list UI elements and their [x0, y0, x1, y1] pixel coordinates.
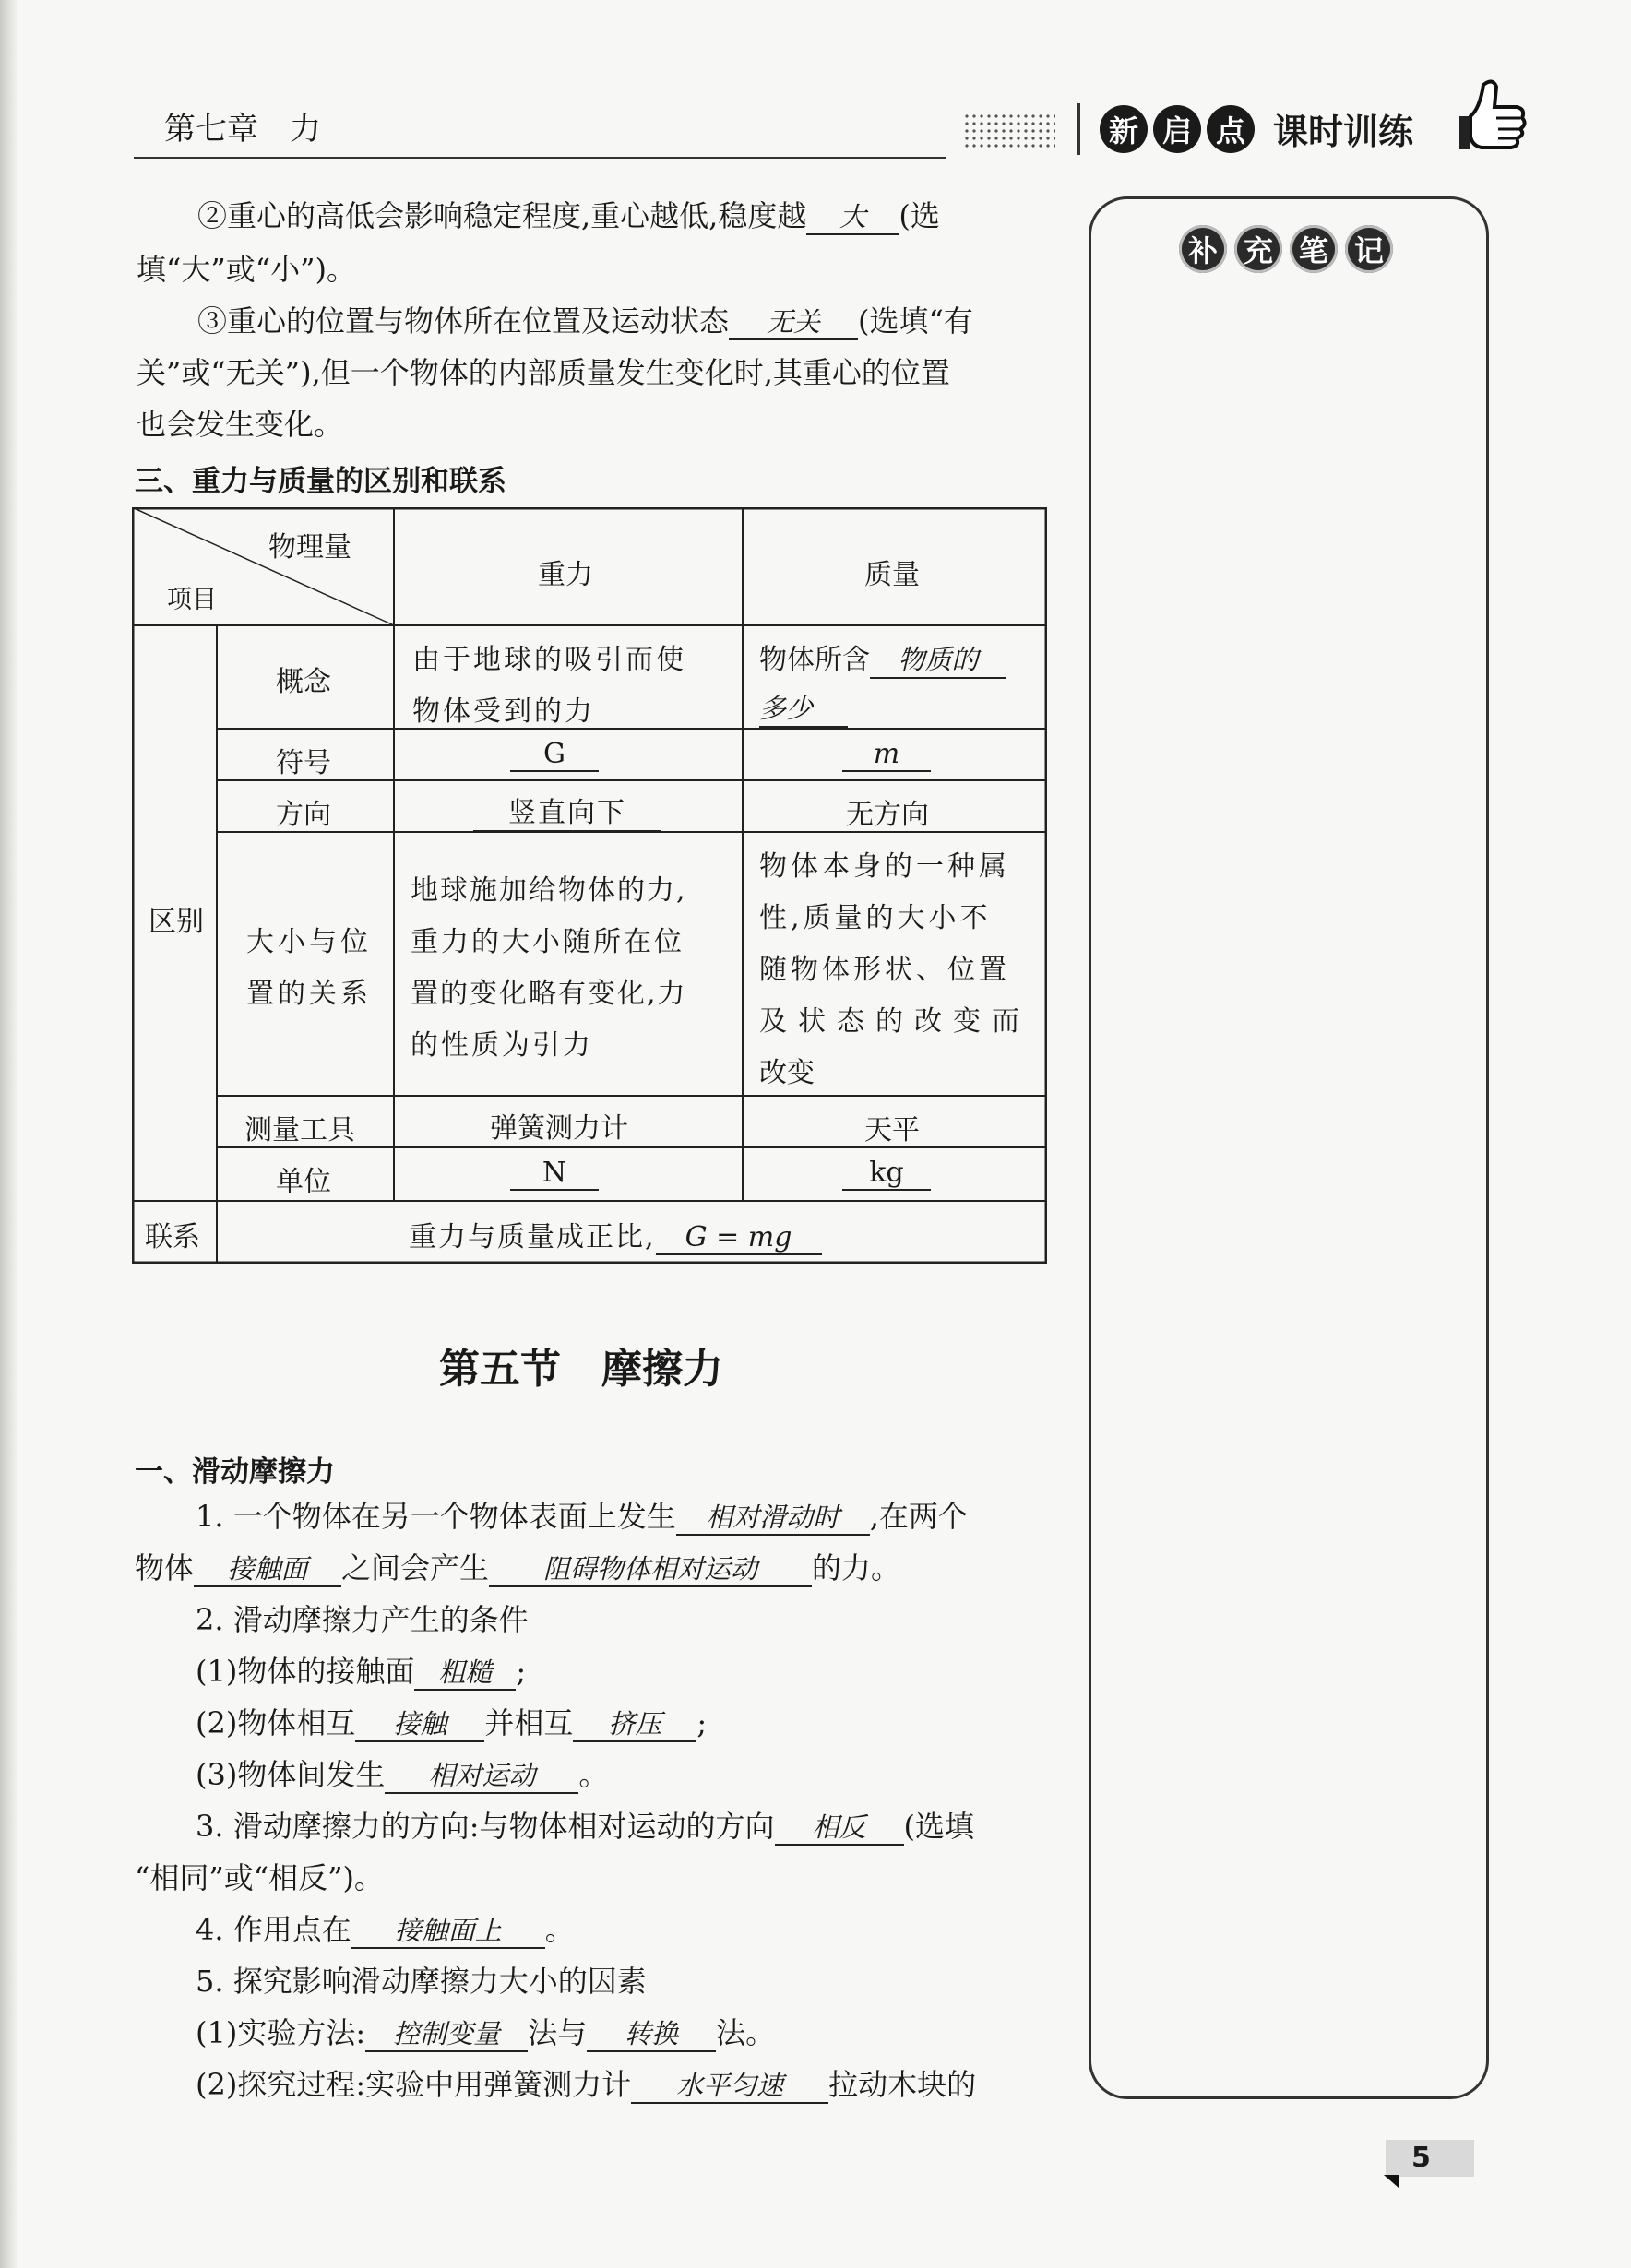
concept-gravity-line2: 物体受到的力 — [412, 695, 595, 728]
answer-blank: 阻碍物体相对运动 — [489, 1552, 812, 1587]
header-divider — [1077, 103, 1080, 155]
answer-blank: 相反 — [775, 1811, 904, 1846]
row-label-unit: 单位 — [276, 1166, 331, 1198]
notes-title-char-2: 充 — [1234, 225, 1282, 273]
gravity-mass-table — [132, 507, 1047, 1264]
section-heading-3: 三、重力与质量的区别和联系 — [135, 465, 506, 498]
size-mass-line2: 性,质量的大小不 — [759, 902, 992, 934]
question-5: 5. 探究影响滑动摩擦力大小的因素 — [196, 1964, 647, 1999]
group-label-connection: 联系 — [145, 1221, 200, 1253]
paragraph-center-line3: 也会发生变化。 — [137, 407, 344, 442]
notes-panel-title — [1179, 225, 1393, 273]
header-dot-pattern — [963, 113, 1055, 149]
size-mass-line5: 改变 — [759, 1057, 815, 1089]
question-5-1: (1)实验方法: 控制变量 法与 转换 法。 — [196, 2015, 776, 2050]
paragraph-stability: ②重心的高低会影响稳定程度,重心越低,稳度越 大 (选 — [197, 198, 940, 233]
corner-header-item: 项目 — [167, 586, 217, 614]
answer-blank: 大 — [806, 200, 899, 235]
concept-mass-line2 — [759, 688, 848, 728]
row-label-tool: 测量工具 — [244, 1114, 355, 1146]
answer-blank: 控制变量 — [365, 2017, 528, 2052]
symbol-gravity: G — [510, 738, 599, 772]
section-title-friction: 第五节 摩擦力 — [439, 1346, 723, 1393]
row-label-direction: 方向 — [276, 799, 331, 831]
answer-blank: 相对运动 — [385, 1759, 578, 1794]
thumbs-up-icon — [1456, 76, 1530, 162]
notes-title-char-3: 笔 — [1290, 225, 1338, 273]
answer-blank: 多少 — [759, 688, 848, 728]
paragraph-center-line2: 关”或“无关”),但一个物体的内部质量发生变化时,其重心的位置 — [137, 355, 950, 390]
answer-blank: 相对滑动时 — [676, 1501, 870, 1536]
size-mass-line1: 物体本身的一种属 — [759, 850, 1010, 883]
symbol-mass: m — [842, 738, 931, 772]
chapter-title: 第七章 力 — [164, 111, 321, 148]
answer-blank: G = mg — [656, 1221, 822, 1255]
paragraph-center-position: ③重心的位置与物体所在位置及运动状态 无关 (选填“有 — [197, 303, 973, 338]
group-label-difference: 区别 — [149, 906, 204, 938]
tool-gravity: 弹簧测力计 — [490, 1112, 628, 1145]
header-rule — [134, 157, 946, 159]
size-mass-line4: 及状态的改变而 — [759, 1005, 1030, 1038]
answer-blank: 物质的 — [870, 639, 1006, 679]
question-2-1: (1)物体的接触面 粗糙 ; — [196, 1654, 527, 1689]
corner-header-quantity: 物理量 — [268, 531, 351, 564]
question-2-3: (3)物体间发生 相对运动 。 — [196, 1757, 609, 1792]
size-gravity-line2: 重力的大小随所在位 — [411, 926, 685, 958]
answer-blank: 无关 — [729, 305, 858, 340]
brand-char-1: 新 — [1100, 105, 1148, 153]
notes-title-char-4: 记 — [1345, 225, 1393, 273]
brand-char-2: 启 — [1153, 105, 1201, 153]
page-number: 5 — [1411, 2142, 1431, 2174]
column-header-gravity: 重力 — [538, 559, 593, 591]
question-3: 3. 滑动摩擦力的方向:与物体相对运动的方向 相反 (选填 — [196, 1809, 974, 1844]
concept-mass: 物体所含 物质的 — [759, 636, 1006, 679]
size-gravity-line1: 地球施加给物体的力, — [411, 874, 687, 907]
tool-mass: 天平 — [864, 1114, 920, 1146]
question-3-line2: “相同”或“相反”)。 — [135, 1860, 384, 1895]
answer-blank: 接触 — [355, 1707, 484, 1742]
question-5-2: (2)探究过程:实验中用弹簧测力计 水平匀速 拉动木块的 — [196, 2067, 977, 2102]
unit-mass: kg — [842, 1157, 931, 1191]
supplementary-notes-panel — [1089, 196, 1489, 2099]
row-label-concept: 概念 — [276, 666, 331, 698]
brand-logo — [1100, 103, 1413, 154]
direction-gravity: 竖直向下 — [473, 790, 661, 832]
size-gravity-line3: 置的变化略有变化,力 — [411, 978, 687, 1010]
question-2-2: (2)物体相互 接触 并相互 挤压 ; — [196, 1705, 708, 1740]
question-4: 4. 作用点在 接触面上 。 — [196, 1912, 575, 1947]
unit-gravity: N — [510, 1157, 599, 1191]
answer-blank: 挤压 — [573, 1707, 696, 1742]
connection-text: 重力与质量成正比, G = mg — [409, 1214, 822, 1255]
question-1-line2: 物体 接触面 之间会产生 阻碍物体相对运动 的力。 — [135, 1550, 901, 1585]
row-label-size-line2: 置的关系 — [246, 978, 372, 1010]
book-spine-shadow — [0, 0, 17, 2268]
size-mass-line3: 随物体形状、位置 — [759, 954, 1010, 986]
answer-blank: 粗糙 — [414, 1656, 516, 1691]
answer-blank: 转换 — [587, 2017, 716, 2052]
question-2: 2. 滑动摩擦力产生的条件 — [196, 1602, 529, 1637]
row-label-symbol: 符号 — [276, 747, 331, 779]
answer-blank: 水平匀速 — [631, 2069, 828, 2104]
size-gravity-line4: 的性质为引力 — [411, 1029, 593, 1062]
page-corner-triangle — [1384, 2175, 1399, 2188]
direction-mass: 无方向 — [846, 799, 929, 831]
notes-title-char-1: 补 — [1179, 225, 1227, 273]
answer-blank: 接触面 — [194, 1552, 341, 1587]
question-1: 1. 一个物体在另一个物体表面上发生 相对滑动时 ,在两个 — [196, 1499, 968, 1534]
concept-gravity-line1: 由于地球的吸引而使 — [412, 644, 686, 676]
brand-char-3: 点 — [1207, 105, 1255, 153]
column-header-mass: 质量 — [864, 559, 920, 591]
brand-text: 课时训练 — [1273, 112, 1414, 152]
row-label-size-line1: 大小与位 — [246, 926, 372, 958]
answer-blank: 接触面上 — [351, 1914, 545, 1949]
subsection-sliding-friction: 一、滑动摩擦力 — [135, 1455, 335, 1489]
paragraph-stability-line2: 填“大”或“小”)。 — [137, 252, 356, 287]
